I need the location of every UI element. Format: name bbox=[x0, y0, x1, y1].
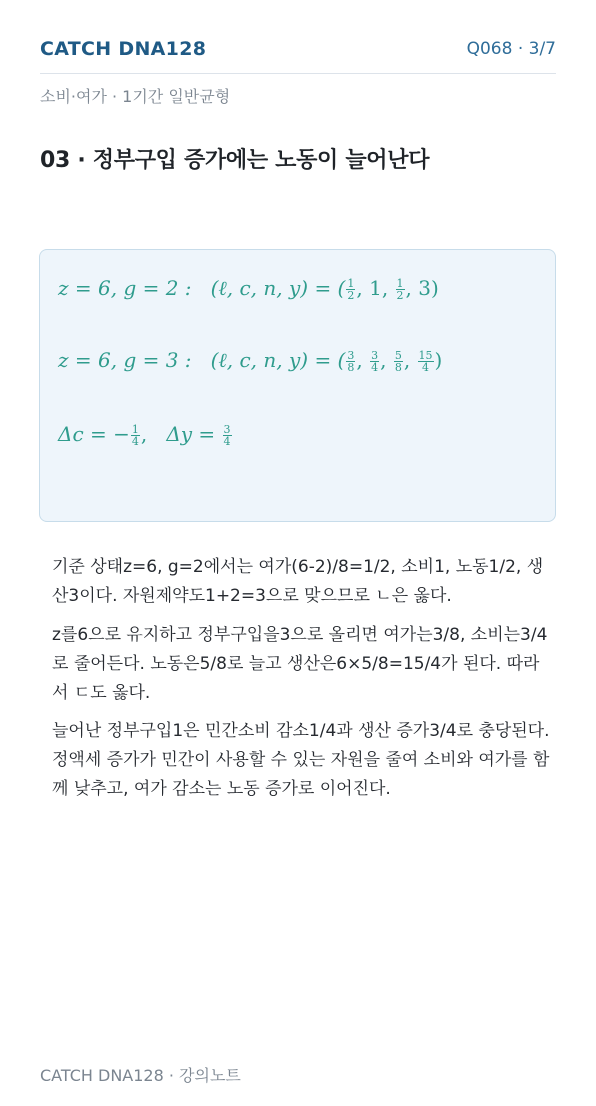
fraction: $\frac{3}{4}$ bbox=[223, 423, 231, 448]
formula-condition: z = 6, g = 3 : bbox=[58, 348, 192, 372]
formula-condition: z = 6, g = 2 : bbox=[58, 276, 192, 300]
page-title: 03 · 정부구입 증가에는 노동이 늘어난다 bbox=[40, 148, 430, 173]
fraction: $\frac{5}{8}$ bbox=[394, 349, 402, 374]
explanation-paragraph-1: 기준 상태z=6, g=2에서는 여가(6-2)/8=1/2, 소비1, 노동1/2, 생산3이다. 자원제약도1+2=3으로 맞으므로 ㄴ은 옳다. bbox=[52, 557, 544, 606]
page-header bbox=[40, 38, 556, 74]
formula-line-2: z = 6, g = 3 : (ℓ, c, n, y) = ( $\frac{3}{8}$ , $\frac{3}{4}$ , $\frac{5}{8}$ , $\frac{15}{4}$ ) bbox=[58, 348, 443, 374]
formula-lhs: (ℓ, c, n, y) = ( bbox=[210, 276, 346, 300]
explanation-paragraph-2: z를6으로 유지하고 정부구입을3으로 올리면 여가는3/8, 소비는3/4로 줄어든다. 노동은5/8로 늘고 생산은6×5/8=15/4가 된다. 따라서 ㄷ도 옳다. bbox=[52, 625, 548, 703]
fraction: $\frac{1}{2}$ bbox=[396, 277, 404, 302]
formula-line-3: Δc = − $\frac{1}{4}$ , Δy = $\frac{3}{4}$ bbox=[58, 422, 231, 448]
page-footer: CATCH DNA128 · 강의노트 bbox=[40, 1066, 241, 1085]
fraction: $\frac{3}{4}$ bbox=[371, 349, 379, 374]
formula-lhs: (ℓ, c, n, y) = ( bbox=[210, 348, 346, 372]
fraction: $\frac{3}{8}$ bbox=[347, 349, 355, 374]
explanation-paragraph-3: 늘어난 정부구입1은 민간소비 감소1/4과 생산 증가3/4로 충당된다. 정액세 증가가 민간이 사용할 수 있는 자원을 줄여 소비와 여가를 함께 낮추고, 여가 감소는 노동 증가로 이어진다. bbox=[52, 721, 550, 799]
section-subtitle: 소비·여가 · 1기간 일반균형 bbox=[40, 87, 231, 106]
question-indicator: Q068 · 3/7 bbox=[466, 39, 556, 59]
delta-c: Δc = − bbox=[58, 422, 130, 446]
fraction: $\frac{1}{2}$ bbox=[347, 277, 355, 302]
fraction: $\frac{15}{4}$ bbox=[418, 349, 433, 374]
formula-line-1: z = 6, g = 2 : (ℓ, c, n, y) = ( $\frac{1}{2}$ , 1, $\frac{1}{2}$ , 3) bbox=[58, 276, 439, 302]
brand-title: CATCH DNA128 bbox=[40, 38, 207, 60]
delta-y: Δy = bbox=[166, 422, 222, 446]
formula-box bbox=[39, 249, 556, 522]
fraction: $\frac{1}{4}$ bbox=[131, 423, 139, 448]
